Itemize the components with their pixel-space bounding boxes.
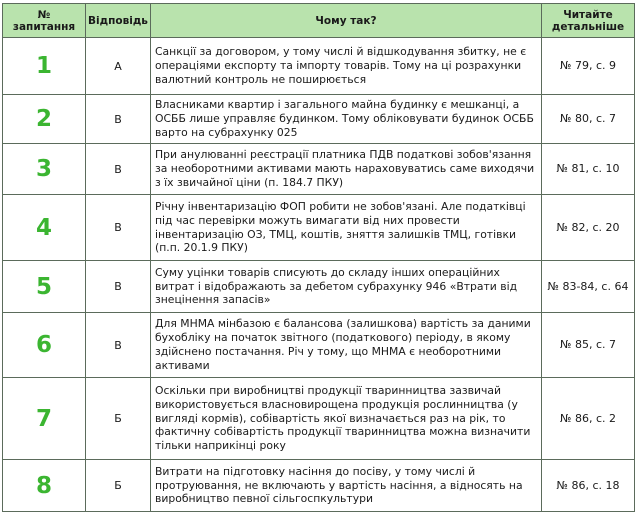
question-number: 2 (3, 95, 86, 144)
answer-letter: В (86, 144, 151, 195)
header-why: Чому так? (151, 4, 542, 38)
explanation-text: Суму уцінки товарів списують до складу інших операційних витрат і відображають за дебетом субрахунку 946 «Втрати від знецінення запасів» (151, 261, 542, 313)
issue-reference: № 85, с. 7 (542, 313, 635, 378)
table-row (3, 144, 635, 195)
answer-letter: В (86, 95, 151, 144)
explanation-text: Витрати на підготовку насіння до посіву, у тому числі й протруювання, не включають у вартість насіння, а відносять на виробництво певної сільгоспкультури (151, 460, 542, 512)
issue-reference: № 81, с. 10 (542, 144, 635, 195)
table-row (3, 313, 635, 378)
explanation-text: Річну інвентаризацію ФОП робити не зобов'язані. Але податківці під час перевірки можуть вимагати від них провести інвентаризацію ОЗ, ТМЦ, коштів, зняття залишків ТМЦ, готівки (п.п. 20.1.9 ПКУ) (151, 195, 542, 261)
table-row (3, 460, 635, 512)
issue-reference: № 86, с. 2 (542, 378, 635, 460)
explanation-text: Власниками квартир і загального майна будинку є мешканці, а ОСББ лише управляє будинком. Тому обліковувати будинок ОСББ варто на субрахунку 025 (151, 95, 542, 144)
question-number: 8 (3, 460, 86, 512)
table-header-row (3, 4, 635, 38)
answer-letter: Б (86, 378, 151, 460)
issue-reference: № 80, с. 7 (542, 95, 635, 144)
answer-letter: А (86, 38, 151, 95)
table-row (3, 261, 635, 313)
answer-letter: В (86, 261, 151, 313)
explanation-text: Оскільки при виробництві продукції тваринництва зазвичай використовується власновирощена продукція рослинництва (у вигляді кормів), собівартість якої визначається раз на рік, то фактичну собівартість продукції тваринництва можна визначити тільки наприкінці року (151, 378, 542, 460)
header-question-number: № запитання (3, 4, 86, 38)
question-number: 4 (3, 195, 86, 261)
header-read-more: Читайте детальніше (542, 4, 635, 38)
explanation-text: Для МНМА мінбазою є балансова (залишкова) вартість за даними бухобліку на початок звітного (податкового) періоду, в якому здійснено постачання. Річ у тому, що МНМА є необоротними активами (151, 313, 542, 378)
answer-letter: В (86, 195, 151, 261)
answers-table (2, 3, 635, 512)
explanation-text: При анулюванні реєстрації платника ПДВ податкові зобов'язання за необоротними активами мають нараховуватись саме виходячи з їх звичайної ціни (п. 184.7 ПКУ) (151, 144, 542, 195)
question-number: 3 (3, 144, 86, 195)
issue-reference: № 82, с. 20 (542, 195, 635, 261)
header-answer: Відповідь (86, 4, 151, 38)
issue-reference: № 79, с. 9 (542, 38, 635, 95)
table-row (3, 95, 635, 144)
question-number: 7 (3, 378, 86, 460)
question-number: 1 (3, 38, 86, 95)
table-row (3, 195, 635, 261)
question-number: 5 (3, 261, 86, 313)
answer-letter: В (86, 313, 151, 378)
table-row (3, 378, 635, 460)
explanation-text: Санкції за договором, у тому числі й відшкодування збитку, не є операціями експорту та імпорту товарів. Тому на ці розрахунки валютний контроль не поширюється (151, 38, 542, 95)
answer-letter: Б (86, 460, 151, 512)
issue-reference: № 86, с. 18 (542, 460, 635, 512)
question-number: 6 (3, 313, 86, 378)
issue-reference: № 83-84, с. 64 (542, 261, 635, 313)
table-row (3, 38, 635, 95)
